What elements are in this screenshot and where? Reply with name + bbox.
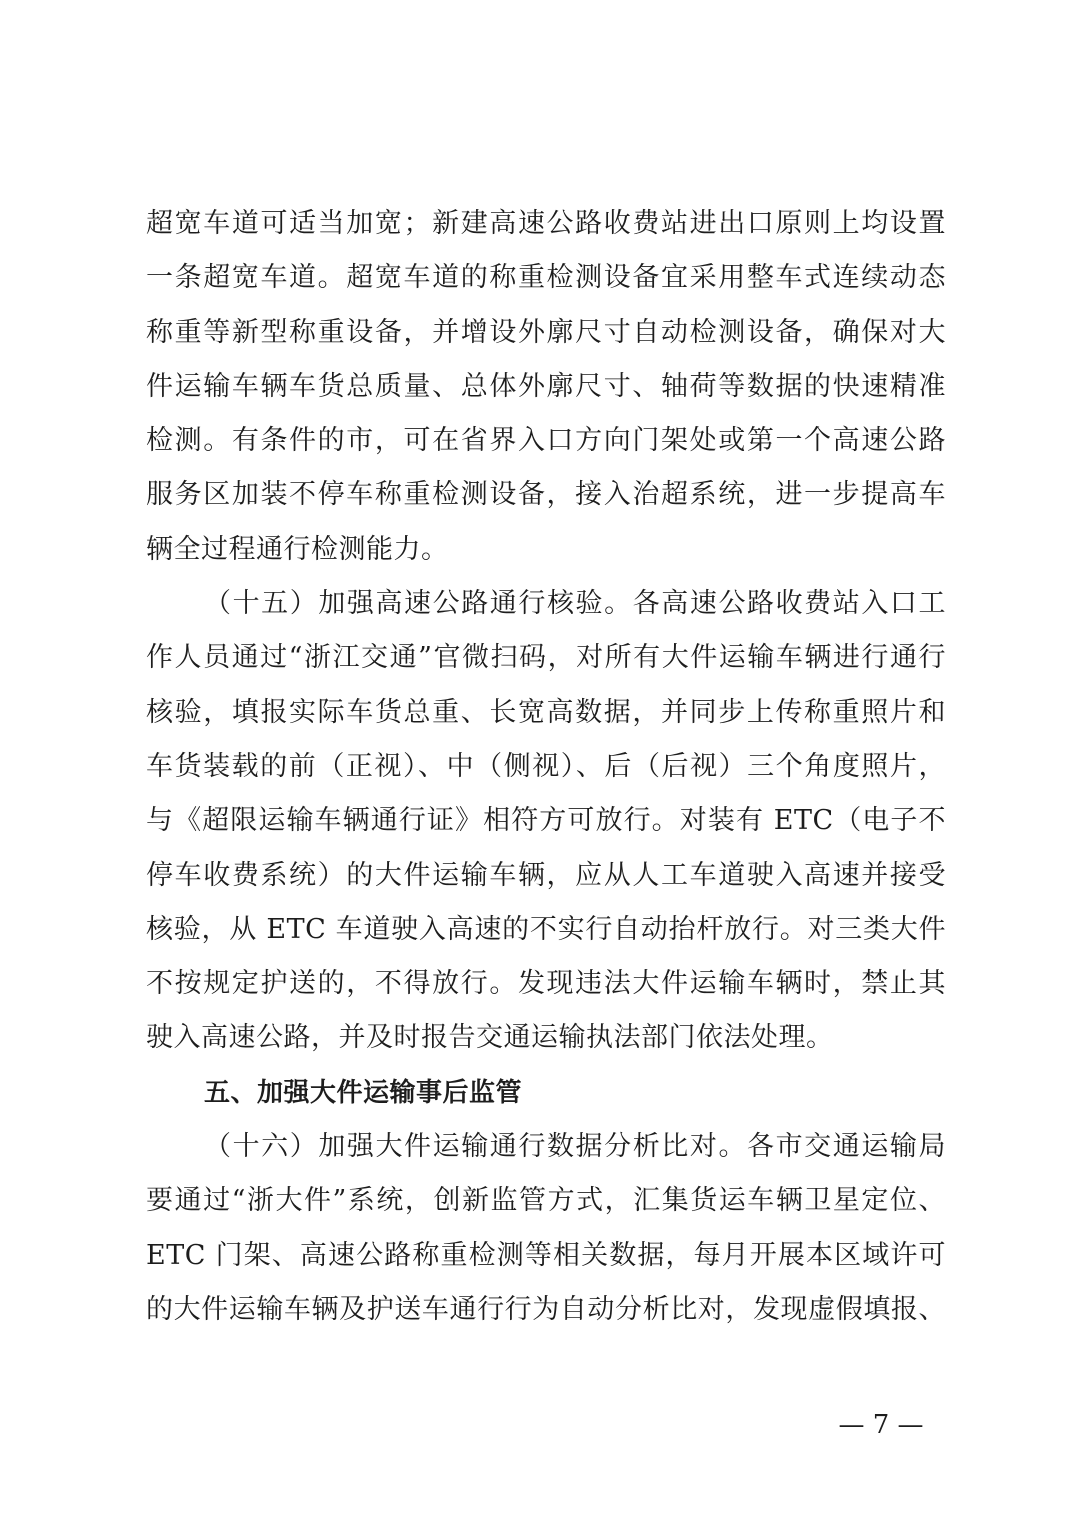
paragraph-line: 驶入高速公路，并及时报告交通运输执法部门依法处理。 — [146, 1022, 834, 1054]
page-number: — 7 — — [838, 1410, 924, 1440]
document-body — [146, 197, 946, 1337]
paragraph-line: 辆全过程通行检测能力。 — [146, 533, 449, 565]
paragraph-line: 一条超宽车道。超宽车道的称重检测设备宜采用整车式连续动态 — [146, 262, 946, 294]
section-heading: 五、加强大件运输事后监管 — [204, 1077, 523, 1108]
paragraph-line: ETC 门架、高速公路称重检测等相关数据，每月开展本区域许可 — [146, 1239, 946, 1271]
paragraph-line: 要通过“浙大件”系统，创新监管方式，汇集货运车辆卫星定位、 — [146, 1185, 946, 1217]
paragraph-line: 的大件运输车辆及护送车通行行为自动分析比对，发现虚假填报、 — [146, 1293, 946, 1325]
paragraph-line: 称重等新型称重设备，并增设外廓尺寸自动检测设备，确保对大 — [146, 316, 946, 348]
paragraph-line: 核验，填报实际车货总重、长宽高数据，并同步上传称重照片和 — [146, 696, 946, 728]
paragraph-line: 服务区加装不停车称重检测设备，接入治超系统，进一步提高车 — [146, 479, 946, 511]
paragraph-line: 不按规定护送的，不得放行。发现违法大件运输车辆时，禁止其 — [146, 968, 946, 1000]
paragraph-line: 车货装载的前（正视）、中（侧视）、后（后视）三个角度照片， — [146, 750, 946, 782]
paragraph-line: （十五）加强高速公路通行核验。各高速公路收费站入口工 — [204, 588, 946, 620]
paragraph-line: 检测。有条件的市，可在省界入口方向门架处或第一个高速公路 — [146, 425, 946, 457]
paragraph-line: 核验，从 ETC 车道驶入高速的不实行自动抬杆放行。对三类大件 — [146, 913, 946, 945]
paragraph-line: 停车收费系统）的大件运输车辆，应从人工车道驶入高速并接受 — [146, 859, 946, 891]
paragraph-line: 作人员通过“浙江交通”官微扫码，对所有大件运输车辆进行通行 — [146, 642, 946, 674]
paragraph-line: 件运输车辆车货总质量、总体外廓尺寸、轴荷等数据的快速精准 — [146, 370, 946, 402]
paragraph-line: 超宽车道可适当加宽；新建高速公路收费站进出口原则上均设置 — [146, 208, 946, 239]
paragraph-line: 与《超限运输车辆通行证》相符方可放行。对装有 ETC（电子不 — [146, 805, 946, 837]
paragraph-line: （十六）加强大件运输通行数据分析比对。各市交通运输局 — [204, 1131, 946, 1163]
